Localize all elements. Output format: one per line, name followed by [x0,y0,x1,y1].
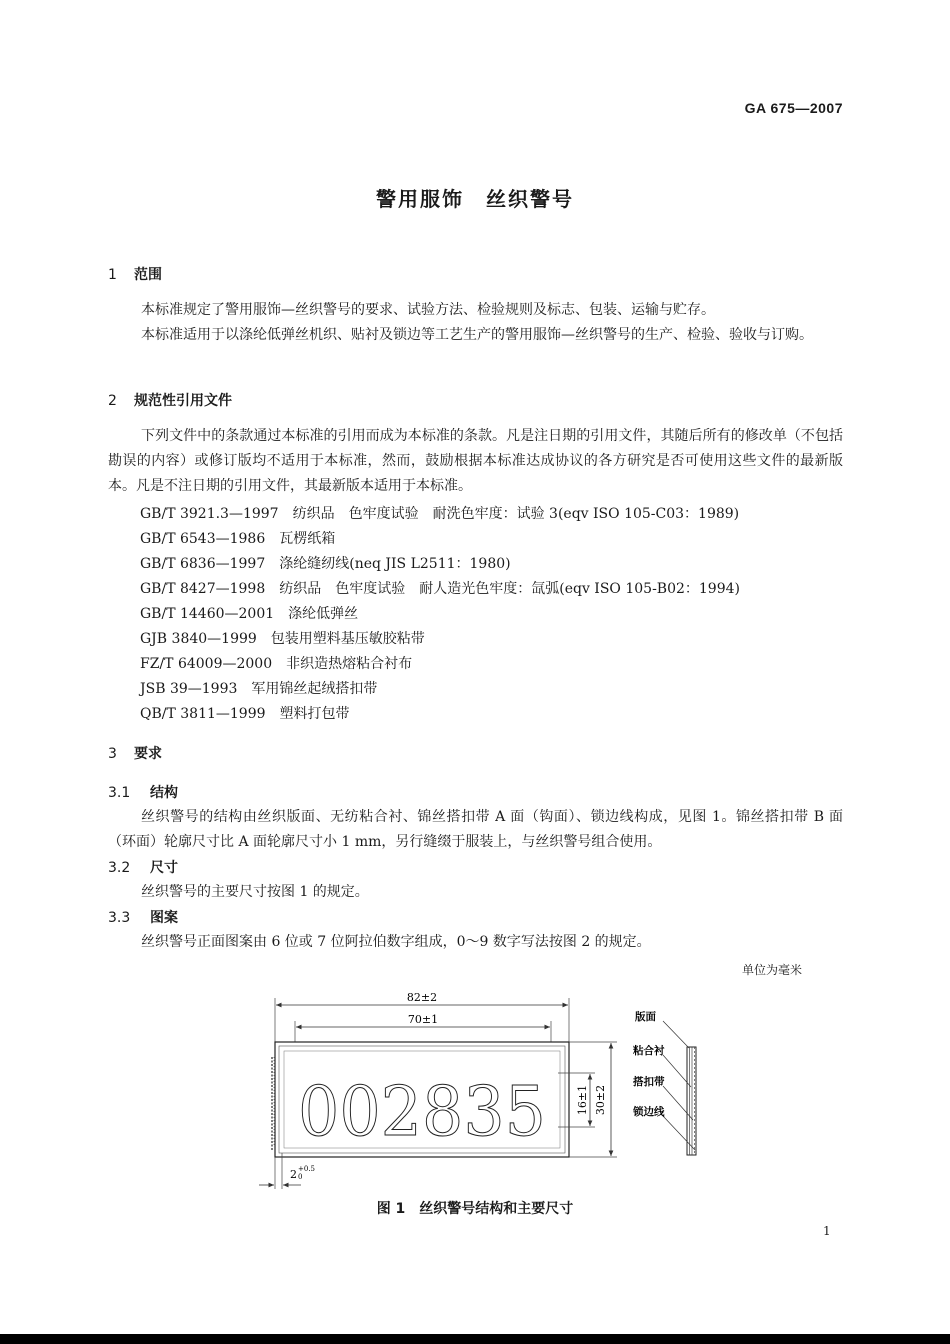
section-title: 规范性引用文件 [134,393,232,409]
subsection-3-1-paragraph: 丝织警号的结构由丝织版面、无纺粘合衬、锦丝搭扣带 A 面（钩面）、锁边线构成，见图 1。锦丝搭扣带 B 面（环面）轮廓尺寸比 A 面轮廓尺寸小 1 mm，另行缝缀于服装上，与丝织警号组合使用。 [108,809,843,850]
unit-note: 单位为毫米 [742,963,803,977]
reference-item: GB/T 6836—1997 涤纶缝纫线(neq JIS L2511：1980) [140,556,511,572]
dim-total-width-label: 82±2 [406,991,438,1004]
layer-label-overlock-thread: 锁边线 [633,1106,665,1118]
section-3-heading [108,743,162,763]
section-number: 2 [108,393,117,409]
figure-1-diagram [255,985,725,1195]
dim-margin-base: 2 [290,1168,297,1181]
reference-item: GB/T 3921.3—1997 纺织品 色牢度试验 耐洗色牢度：试验 3(eqv ISO 105-C03：1989) [140,506,740,522]
subsection-title: 尺寸 [150,860,178,876]
section-number: 1 [108,267,117,283]
section-1-paragraph-1: 本标准规定了警用服饰—丝织警号的要求、试验方法、检验规则及标志、包装、运输与贮存。 [141,302,715,318]
figure-caption: 图 1 丝织警号结构和主要尺寸 [376,1201,574,1217]
section-2-paragraph: 下列文件中的条款通过本标准的引用而成为本标准的条款。凡是注日期的引用文件，其随后所有的修改单（不包括勘误的内容）或修订版均不适用于本标准，然而，鼓励根据本标准达成协议的各方研究是否可使用这些文件的最新版本。凡是不注日期的引用文件，其最新版本适用于本标准。 [108,428,843,494]
dim-digit-height-label: 16±1 [576,1084,589,1116]
dim-margin-tol-lower: 0 [298,1173,303,1181]
subsection-3-3-heading [108,907,178,927]
dim-margin-tol-upper: +0.5 [298,1165,315,1173]
reference-item: GB/T 14460—2001 涤纶低弹丝 [140,606,359,622]
subsection-3-2-heading [108,857,178,877]
layer-label-face: 版面 [635,1011,656,1023]
subsection-number: 3.1 [108,785,131,801]
standard-number: GA 675—2007 [744,100,843,116]
section-1-heading [108,264,162,284]
subsection-title: 结构 [150,785,178,801]
reference-item: JSB 39—1993 军用锦丝起绒搭扣带 [140,681,378,697]
reference-item: GB/T 8427—1998 纺织品 色牢度试验 耐人造光色牢度：氙弧(eqv ISO 105-B02：1994) [140,581,740,597]
reference-item: GJB 3840—1999 包装用塑料基压敏胶粘带 [140,631,425,647]
dim-inner-width-label: 70±1 [407,1013,439,1026]
page-number: 1 [823,1224,831,1238]
section-title: 范围 [134,267,162,283]
section-number: 3 [108,746,117,762]
badge-number: 002835 [298,1073,546,1152]
subsection-number: 3.3 [108,910,131,926]
section-title: 要求 [134,746,162,762]
subsection-3-3-paragraph: 丝织警号正面图案由 6 位或 7 位阿拉伯数字组成，0～9 数字写法按图 2 的规定。 [141,934,651,950]
leader-line [663,1021,689,1048]
subsection-title: 图案 [150,910,178,926]
dim-total-height-label: 30±2 [594,1084,607,1116]
subsection-3-1-heading [108,782,178,802]
selvage-texture [272,1057,274,1150]
subsection-number: 3.2 [108,860,131,876]
section-1-paragraph-2: 本标准适用于以涤纶低弹丝机织、贴衬及锁边等工艺生产的警用服饰—丝织警号的生产、检验、验收与订购。 [141,327,813,343]
section-2-heading [108,390,232,410]
layer-label-hook-tape: 搭扣带 [633,1076,665,1088]
bottom-edge-bar [0,1334,950,1344]
reference-item: FZ/T 64009—2000 非织造热熔粘合衬布 [140,656,413,672]
layer-label-interlining: 粘合衬 [633,1045,665,1057]
reference-item: GB/T 6543—1986 瓦楞纸箱 [140,531,336,547]
reference-item: QB/T 3811—1999 塑料打包带 [140,706,350,722]
subsection-3-2-paragraph: 丝织警号的主要尺寸按图 1 的规定。 [141,884,369,900]
page-title: 警用服饰 丝织警号 [376,187,574,211]
